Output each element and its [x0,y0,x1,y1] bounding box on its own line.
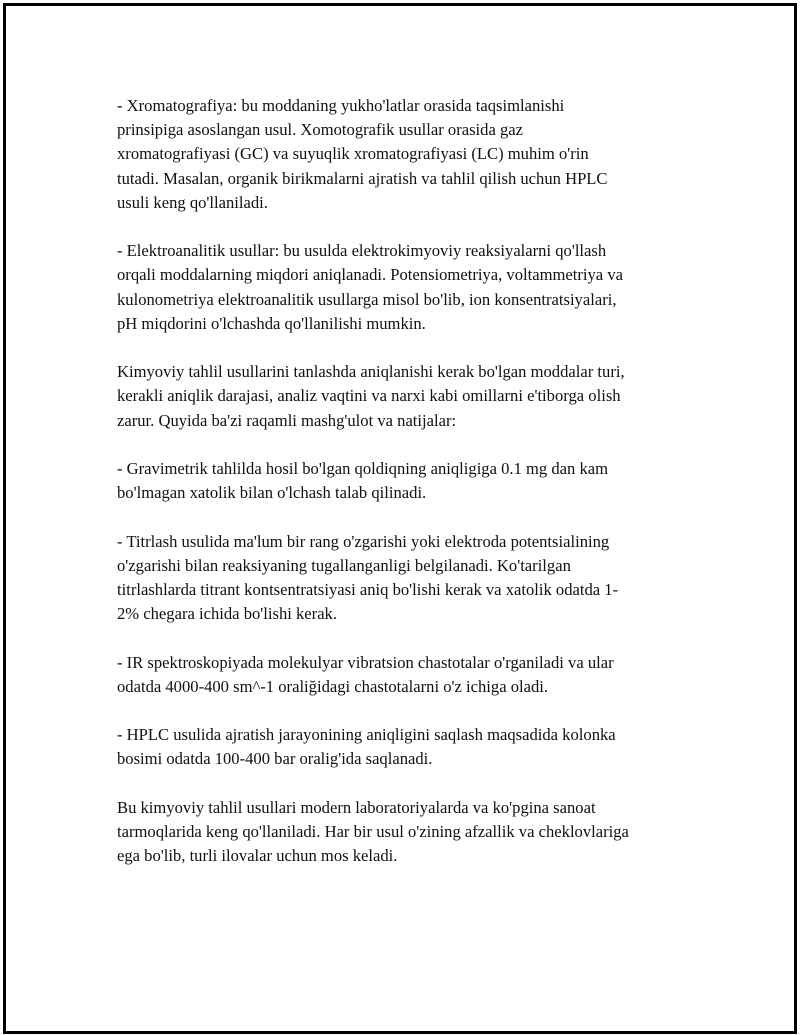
text-line: titrlashlarda titrant kontsentratsiyasi aniq bo'lishi kerak va xatolik odatda 1- [117,580,619,599]
text-line: orqali moddalarning miqdori aniqlanadi. Potensiometriya, voltammetriya va [117,265,623,285]
text-line: - Titrlash usulida ma'lum bir rang o'zgarishi yoki elektroda potentsialining [117,531,610,551]
paragraph-electroanalytical [117,239,692,336]
text-line: kerakli aniqlik darajasi, analiz vaqtini va narxi kabi omillarni e'tiborga olish [117,386,621,406]
text-line: tutadi. Masalan, organik birikmalarni ajratish va tahlil qilish uchun HPLC [117,168,608,188]
paragraph-conclusion [117,796,692,869]
text-line: kulonometriya elektroanalitik usullarga misol bo'lib, ion konsentratsiyalari, [117,289,617,309]
text-line: - Elektroanalitik usullar: bu usulda elektrokimyoviy reaksiyalarni qo'llash [117,241,607,261]
text-line: Bu kimyoviy tahlil usullari modern laboratoriyalarda va ko'pgina sanoat [117,797,596,817]
text-line: xromatografiyasi (GC) va suyuqlik xromatografiyasi (LC) muhim o'rin [117,144,589,164]
text-line: bo'lmagan xatolik bilan o'lchash talab qilinadi. [117,483,427,503]
paragraph-gravimetric [117,457,692,505]
text-line: - HPLC usulida ajratish jarayonining aniqligini saqlash maqsadida kolonka [117,725,616,745]
text-line: Kimyoviy tahlil usullarini tanlashda aniqlanishi kerak bo'lgan moddalar turi, [117,362,625,382]
text-line: 2% chegara ichida bo'lishi kerak. [117,604,338,624]
paragraph-titration [117,530,692,627]
text-line: tarmoqlarida keng qo'llaniladi. Har bir usul o'zining afzallik va cheklovlariga [117,821,629,841]
text-line: zarur. Quyida ba'zi raqamli mashg'ulot va natijalar: [117,410,457,430]
text-line: - IR spektroskopiyada molekulyar vibratsion chastotalar o'rganiladi va ular [117,652,614,672]
text-line: prinsipiga asoslangan usul. Xomotografik usullar orasida gaz [117,120,523,140]
text-line: pH miqdorini o'lchashda qo'llanilishi mumkin. [117,313,426,333]
text-line: - Xromatografiya: bu moddaning yukho'latlar orasida taqsimlanishi [117,96,565,115]
text-line: - Gravimetrik tahlilda hosil bo'lgan qoldiqning aniqligiga 0.1 mg dan kam [117,459,609,478]
paragraph-chromatography [117,94,692,215]
paragraph-method-selection [117,360,692,433]
document-body [117,94,692,893]
text-line: odatda 4000-400 sm^-1 oraliğidagi chastotalarni o'z ichiga oladi. [117,676,549,696]
text-line: usuli keng qo'llaniladi. [117,192,268,212]
text-line: ega bo'lib, turli ilovalar uchun mos keladi. [117,846,398,866]
paragraph-ir-spectroscopy [117,651,692,699]
text-line: bosimi odatda 100-400 bar oralig'ida saqlanadi. [117,749,433,769]
text-line: o'zgarishi bilan reaksiyaning tugallanganligi belgilanadi. Ko'tarilgan [117,555,571,575]
paragraph-hplc [117,723,692,771]
